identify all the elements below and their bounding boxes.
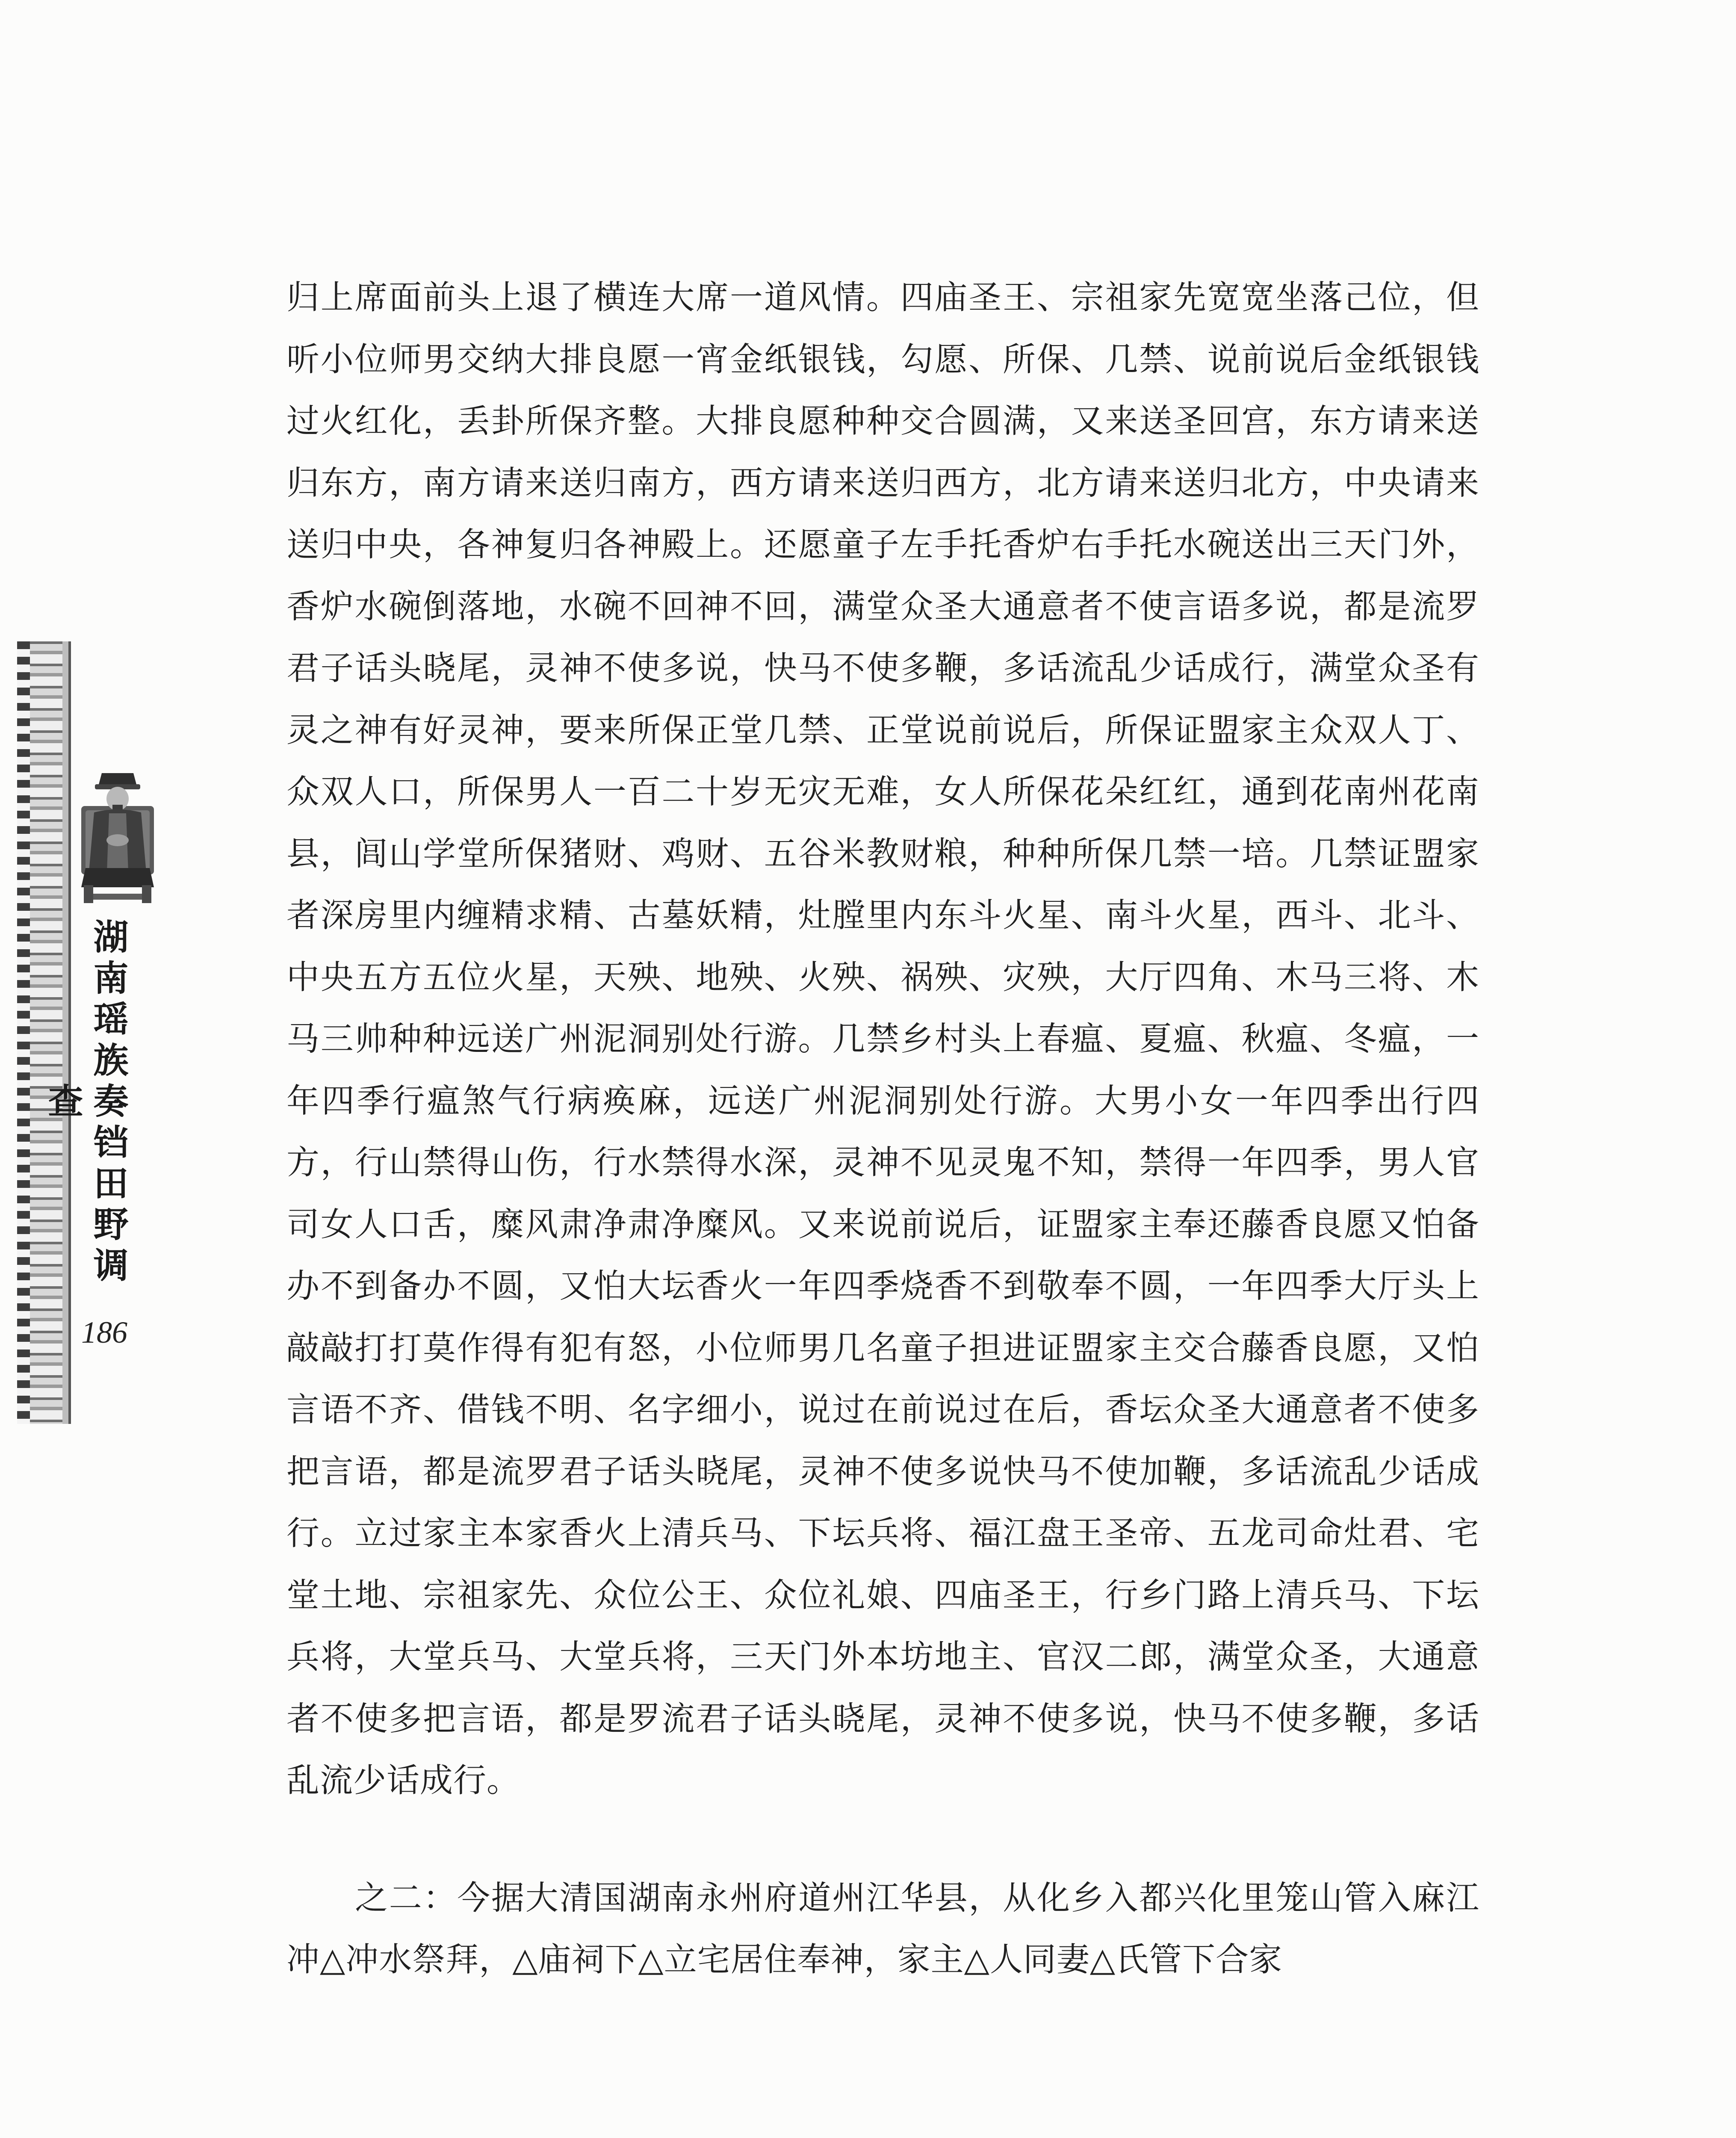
- margin-band-pattern: [17, 641, 30, 1424]
- paragraph-2: 之二：今据大清国湖南永州府道州江华县，从化乡入都兴化里笼山管入麻江冲△冲水祭拜，△庙祠下△立宅居住奉神，家主△人同妻△氏管下合家: [286, 1879, 1479, 1979]
- paragraph-1: 归上席面前头上退了横连大席一道风情。四庙圣王、宗祖家先宽宽坐落己位，但听小位师男交纳大排良愿一宵金纸银钱，勾愿、所保、几禁、说前说后金纸银钱过火红化，丢卦所保齐整。大排良愿种种交合圆满，又来送圣回宫，东方请来送归东方，南方请来送归南方，西方请来送归西方，北方请来送归北方，中央请来送归中央，各神复归各神殿上。还愿童子左手托香炉右手托水碗送出三天门外，香炉水碗倒落地，水碗不回神不回，满堂众圣大通意者不使言语多说，都是流罗君子话头晓尾，灵神不使多说，快马不使多鞭，多话流乱少话成行，满堂众圣有灵之神有好灵神，要来所保正堂几禁、正堂说前说后，所保证盟家主众双人丁、众双人口，所保男人一百二十岁无灾无难，女人所保花朵红红，通到花南州花南县，闾山学堂所保猪财、鸡财、五谷米教财粮，种种所保几禁一培。几禁证盟家者深房里内缠精求精、古墓妖精，灶膛里内东斗火星、南斗火星，西斗、北斗、中央五方五位火星，天殃、地殃、火殃、祸殃、灾殃，大厅四角、木马三将、木马三帅种种远送广州泥洞别处行游。几禁乡村头上春瘟、夏瘟、秋瘟、冬瘟，一年四季行瘟煞气行病痪麻，远送广州泥洞别处行游。大男小女一年四季出行四方，行山禁得山伤，行水禁得水深，灵神不见灵鬼不知，禁得一年四季，男人官司女人口舌，糜风肃净肃净糜风。又来说前说后，证盟家主奉还藤香良愿又怕备办不到备办不圆，又怕大坛香火一年四季烧香不到敬奉不圆，一年四季大厅头上敲敲打打莫作得有犯有怒，小位师男几名童子担进证盟家主交合藤香良愿，又怕言语不齐、借钱不明、名字细小，说过在前说过在后，香坛众圣大通意者不使多把言语，都是流罗君子话头晓尾，灵神不使多说快马不使加鞭，多话流乱少话成行。立过家主本家香火上清兵马、下坛兵将、福江盘王圣帝、五龙司命灶君、宅堂土地、宗祖家先、众位公王、众位礼娘、四庙圣王，行乡门路上清兵马、下坛兵将，大堂兵马、大堂兵将，三天门外本坊地主、官汉二郎，满堂众圣，大通意者不使多把言语，都是罗流君子话头晓尾，灵神不使多说，快马不使多鞭，多话乱流少话成行。: [286, 279, 1479, 1800]
- seated-deity-illustration: [68, 765, 167, 907]
- book-title-vertical: 湖南瑶族奏铛田野调查: [42, 918, 129, 1288]
- body-text: [286, 267, 1479, 1991]
- page-number: 186: [81, 1315, 127, 1350]
